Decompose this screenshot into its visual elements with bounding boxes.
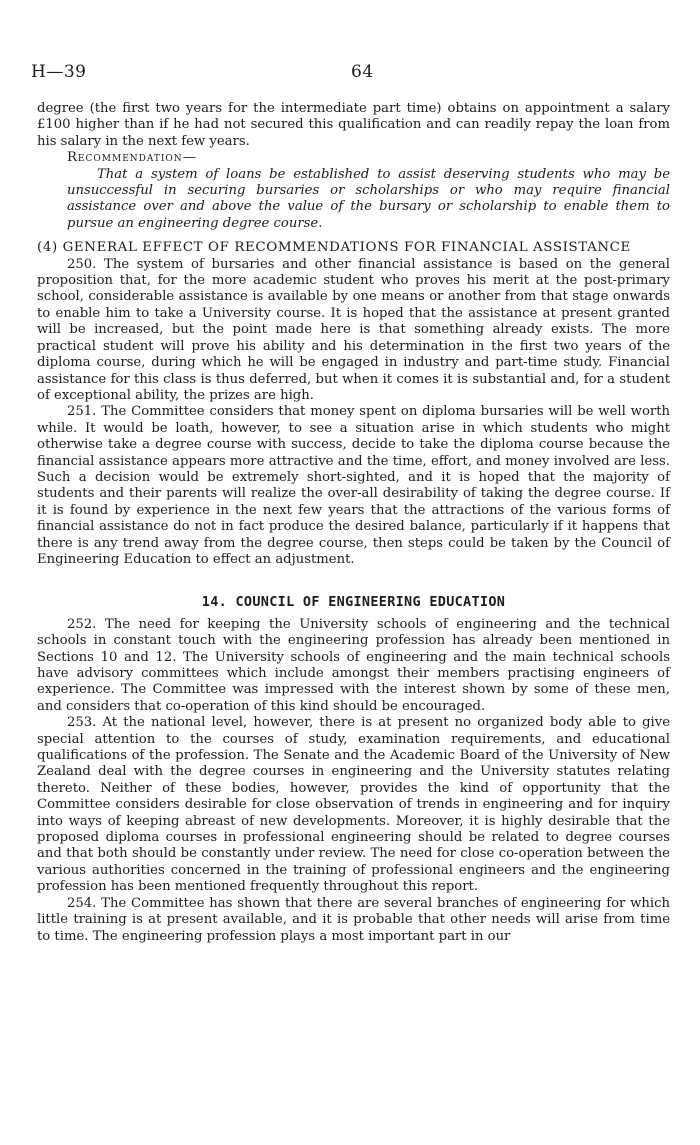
recommendation-text: That a system of loans be established to assist deserving students who may be unsuccessful in securing bursaries or scholarships or who may require financial assistance over and above the value of the bursary or scholarship to enable them to pursue an engineering degree course. xyxy=(67,166,670,231)
paragraph-253: 253. At the national level, however, there is at present no organized body able to give special attention to the courses of study, examination requirements, and educational qualifications of the profession. The Senate and the Academic Board of the University of New Zealand deal with the degree courses in engineering and the University statutes relating thereto. Neither of these bodies, however, provides the kind of opportunity that the Committee considers desirable for close observation of trends in engineering and for inquiry into ways of keeping abreast of new developments. Moreover, it is highly desirable that the proposed diploma courses in professional engineering should be related to degree courses and that both should be constantly under review. The need for close co-operation between the various authorities concerned in the training of professional engineers and the engineering profession has been mentioned frequently throughout this report. xyxy=(37,715,670,895)
recommendation-label: Recommendation— xyxy=(67,150,197,166)
section-heading-council: 14. COUNCIL OF ENGINEERING EDUCATION xyxy=(201,594,506,611)
document-reference: H—39 xyxy=(31,62,87,82)
page-number: 64 xyxy=(351,62,374,82)
paragraph-251: 251. The Committee considers that money spent on diploma bursaries will be well worth while. It would be loath, however, to see a situation arise in which students who might otherwise take a degree course with success, decide to take the diploma course because the financial assistance appears more attractive and the time, effort, and money involved are less. Such a decision would be extremely short-sighted, and it is hoped that the majority of students and their parents will realize the over-all desirability of taking the degree course. If it is found by experience in the next few years that the attractions of the various forms of financial assistance do not in fact produce the desired balance, particularly if it happens that there is any trend away from the degree course, then steps could be taken by the Council of Engineering Education to effect an adjustment. xyxy=(37,404,670,567)
paragraph-252: 252. The need for keeping the University schools of engineering and the technical schools in constant touch with the engineering profession has already been mentioned in Sections 10 and 12. The University schools of engineering and the main technical schools have advisory committees which include amongst their members practising engineers of experience. The Committee was impressed with the interest shown by some of these men, and considers that co-operation of this kind should be encouraged. xyxy=(37,616,670,714)
continued-paragraph: degree (the first two years for the intermediate part time) obtains on appointment a salary £100 higher than if he had not secured this qualification and can readily repay the loan from his salary in the next few years. xyxy=(37,101,670,149)
page-body xyxy=(37,101,670,945)
section-heading-financial-effect: (4) GENERAL EFFECT OF RECOMMENDATIONS FOR FINANCIAL ASSISTANCE xyxy=(37,240,631,256)
page-header xyxy=(31,62,671,86)
paragraph-254: 254. The Committee has shown that there are several branches of engineering for which little training is at present available, and it is probable that other needs will arise from time to time. The engineering profession plays a most important part in our xyxy=(37,895,670,944)
paragraph-250: 250. The system of bursaries and other financial assistance is based on the general proposition that, for the more academic student who proves his merit at the post-primary school, considerable assistance is available by one means or another from that stage onwards to enable him to take a University course. It is hoped that the assistance at present granted will be increased, but the point made here is that something already exists. The more practical student will prove his ability and his determination in the first two years of the diploma course, during which he will be engaged in industry and part-time study. Financial assistance for this class is thus deferred, but when it comes it is substantial and, for a student of exceptional ability, the prizes are high. xyxy=(37,256,670,403)
